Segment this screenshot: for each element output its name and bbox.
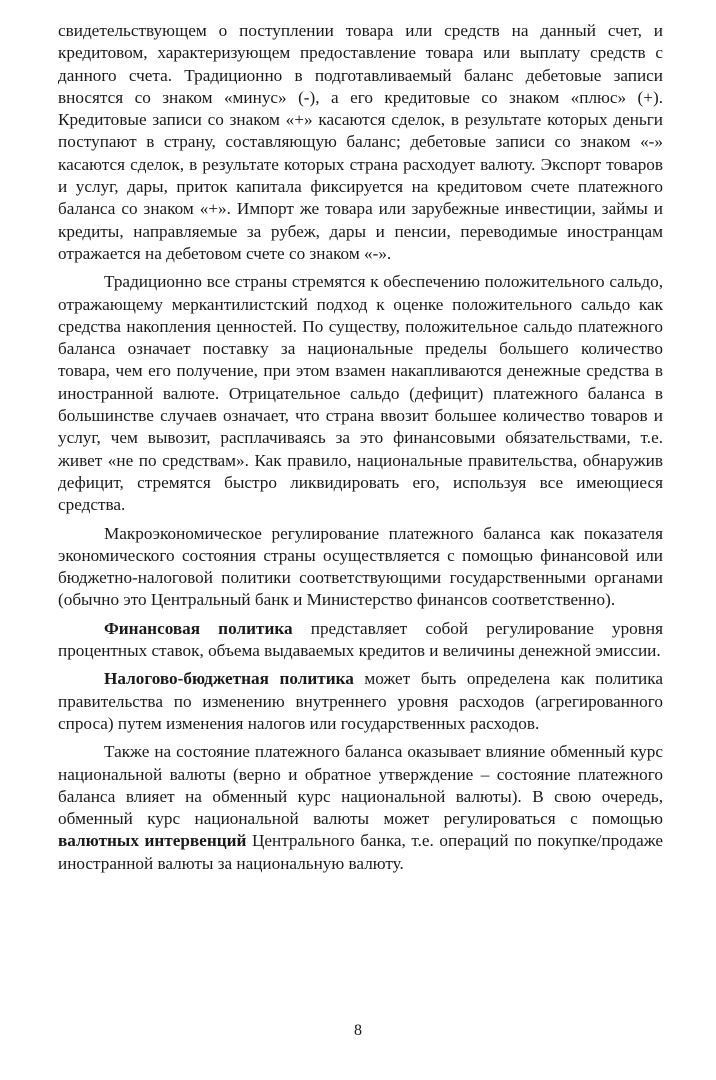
exchange-rate-text-before: Также на состояние платежного баланса оказывает влияние обменный курс национальной валюты (верно и обратное утверждение – состояние платежного баланса влияет на обменный курс национальной валюты). В свою очередь, обменный курс национальной валюты может регулироваться с помощью <box>58 742 663 829</box>
financial-policy-definition: представляет собой регулирование уровня процентных ставок, объема выдаваемых кредитов и величины денежной эмиссии. <box>58 618 663 661</box>
exchange-rate-text-after: Центрального банка, т.е. операций по покупке/продаже иностранной валюты за национальную валюту. <box>58 831 663 873</box>
paragraph-macro-regulation: Макроэкономическое регулирование платежного баланса как показателя экономического состояния страны осуществляется с помощью финансовой или бюджетно-налоговой политики соответствующими государственными органами (обычно это Центральный банк и Министерство финансов соответственно). <box>58 523 663 610</box>
term-fiscal-policy: Налогово-бюджетная политика <box>104 669 354 689</box>
paragraph-positive-balance: Традиционно все страны стремятся к обеспечению положительного сальдо, отражающему меркантилистский подход к оценке положительного сальдо как средства накопления ценностей. По существу, положительное сальдо платежного баланса означает поставку за национальные пределы большего количество товара, чем его получение, при этом взамен накапливаются денежные средства в иностранной валюте. Отрицательное сальдо (дефицит) платежного баланса в большинстве случаев означает, что страна ввозит большее количество товаров и услуг, чем вывозит, расплачиваясь за это финансовыми обязательствами, т.е. живет «не по средствам». Как правило, национальные правительства, обнаружив дефицит, стремятся быстро ликвидировать его, используя все имеющиеся средства. <box>58 272 663 515</box>
paragraph-debit-credit-entries: свидетельствующем о поступлении товара или средств на данный счет, и кредитовом, характеризующем предоставление товара или выплату средств с данного счета. Традиционно в подготавливаемый баланс дебетовые записи вносятся со знаком «минус» (-), а его кредитовые со знаком «плюс» (+). Кредитовые записи со знаком «+» касаются сделок, в результате которых деньги поступают в страну, составляющую баланс; дебетовые записи со знаком «-» касаются сделок, в результате которых страна расходует валюту. Экспорт товаров и услуг, дары, приток капитала фиксируется на кредитовом счете платежного баланса со знаком «+». Импорт же товара или зарубежные инвестиции, займы и кредиты, направляемые за рубеж, дары и пенсии, переводимые иностранцам отражается на дебетовом счете со знаком «-». <box>58 21 663 263</box>
term-currency-interventions: валютных интервенций <box>58 831 247 851</box>
paragraph-fiscal-policy <box>58 668 663 735</box>
paragraph-exchange-rate <box>58 741 663 875</box>
term-financial-policy: Финансовая политика <box>104 618 293 638</box>
paragraph-financial-policy <box>58 618 663 663</box>
fiscal-policy-definition: может быть определена как политика правительства по изменению внутреннего уровня расходов (агрегированного спроса) путем изменения налогов или государственных расходов. <box>58 669 663 733</box>
page-body <box>58 20 663 881</box>
page-number: 8 <box>354 1022 362 1039</box>
